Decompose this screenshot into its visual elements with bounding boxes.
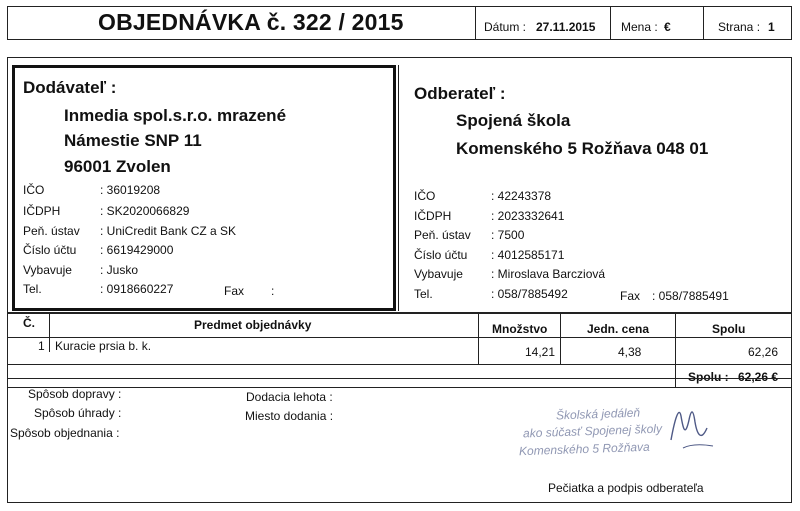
customer-bank-value: : 7500 <box>491 228 525 242</box>
customer-name: Spojená škola <box>456 111 571 130</box>
col-header-total: Spolu <box>712 322 746 336</box>
customer-fax-value: : 058/7885491 <box>652 289 729 303</box>
currency-label: Mena : <box>621 20 658 34</box>
supplier-ico-value: : 36019208 <box>100 183 161 197</box>
customer-ico-value: : 42243378 <box>491 189 552 203</box>
col-header-subject: Predmet objednávky <box>194 318 312 332</box>
stamp-line-3: Komenského 5 Rožňava <box>518 439 650 459</box>
customer-icdph-label: IČDPH <box>414 209 452 223</box>
supplier-icdph-label: IČDPH <box>23 204 61 218</box>
supplier-tel-label: Tel. <box>23 282 42 296</box>
supplier-icdph-value: : SK2020066829 <box>100 204 190 218</box>
order-method-label: Spôsob objednania : <box>10 426 120 440</box>
supplier-contact-value: : Jusko <box>100 263 139 277</box>
col-header-qty: Množstvo <box>492 322 548 336</box>
customer-contact-label: Vybavuje <box>414 267 463 281</box>
row-unit-price: 4,38 <box>618 345 642 359</box>
customer-icdph-value: : 2023332641 <box>491 209 565 223</box>
sum-value: 62,26 € <box>738 370 779 384</box>
currency-value: € <box>664 20 671 34</box>
customer-tel-value: : 058/7885492 <box>491 287 568 301</box>
delivery-place-label: Miesto dodania : <box>245 409 334 423</box>
sum-label: Spolu : <box>688 370 729 384</box>
customer-address: Komenského 5 Rožňava 048 01 <box>456 139 709 158</box>
col-divider-qty <box>478 313 479 364</box>
col-divider-total <box>675 313 676 388</box>
supplier-account-label: Číslo účtu <box>23 243 77 257</box>
supplier-tel-value: : 0918660227 <box>100 282 174 296</box>
supplier-city: 96001 Zvolen <box>64 157 171 176</box>
header-divider-1 <box>475 6 476 40</box>
col-header-no: Č. <box>23 316 35 330</box>
row-no: 1 <box>38 339 45 353</box>
stamp-line-1: Školská jedáleň <box>555 405 641 423</box>
document-title: OBJEDNÁVKA č. 322 / 2015 <box>98 9 404 35</box>
page-label: Strana : <box>718 20 761 34</box>
row-qty: 14,21 <box>525 345 556 359</box>
page-value: 1 <box>768 20 775 34</box>
date-value: 27.11.2015 <box>536 20 596 34</box>
row-total: 62,26 <box>748 345 779 359</box>
customer-contact-value: : Miroslava Barcziová <box>491 267 606 281</box>
signature-icon <box>663 398 723 458</box>
delivery-term-label: Dodacia lehota : <box>246 390 333 404</box>
supplier-fax-value: : <box>271 284 275 298</box>
row-subject: Kuracie prsia b. k. <box>55 339 152 353</box>
payment-label: Spôsob úhrady : <box>34 406 122 420</box>
customer-account-value: : 4012585171 <box>491 248 565 262</box>
supplier-account-value: : 6619429000 <box>100 243 174 257</box>
col-divider-no <box>49 313 50 352</box>
transport-label: Spôsob dopravy : <box>28 387 122 401</box>
col-header-unit-price: Jedn. cena <box>587 322 650 336</box>
supplier-contact-label: Vybavuje <box>23 263 72 277</box>
customer-account-label: Číslo účtu <box>414 248 468 262</box>
customer-tel-label: Tel. <box>414 287 433 301</box>
header-divider-2 <box>610 6 611 40</box>
supplier-heading: Dodávateľ : <box>23 78 117 97</box>
customer-ico-label: IČO <box>414 189 436 203</box>
date-label: Dátum : <box>484 20 527 34</box>
customer-fax-label: Fax <box>620 289 641 303</box>
supplier-name: Inmedia spol.s.r.o. mrazené <box>64 106 287 125</box>
supplier-bank-label: Peň. ústav <box>23 224 80 238</box>
customer-bank-label: Peň. ústav <box>414 228 471 242</box>
header-divider-3 <box>703 6 704 40</box>
stamp-line-2: ako súčasť Spojenej školy <box>522 421 663 441</box>
supplier-bank-value: : UniCredit Bank CZ a SK <box>100 224 237 238</box>
parties-divider <box>398 65 399 311</box>
supplier-fax-label: Fax <box>224 284 245 298</box>
signature-label: Pečiatka a podpis odberateľa <box>548 481 704 495</box>
supplier-ico-label: IČO <box>23 183 45 197</box>
customer-heading: Odberateľ : <box>414 84 506 103</box>
supplier-street: Námestie SNP 11 <box>64 131 202 150</box>
col-divider-price <box>560 313 561 364</box>
